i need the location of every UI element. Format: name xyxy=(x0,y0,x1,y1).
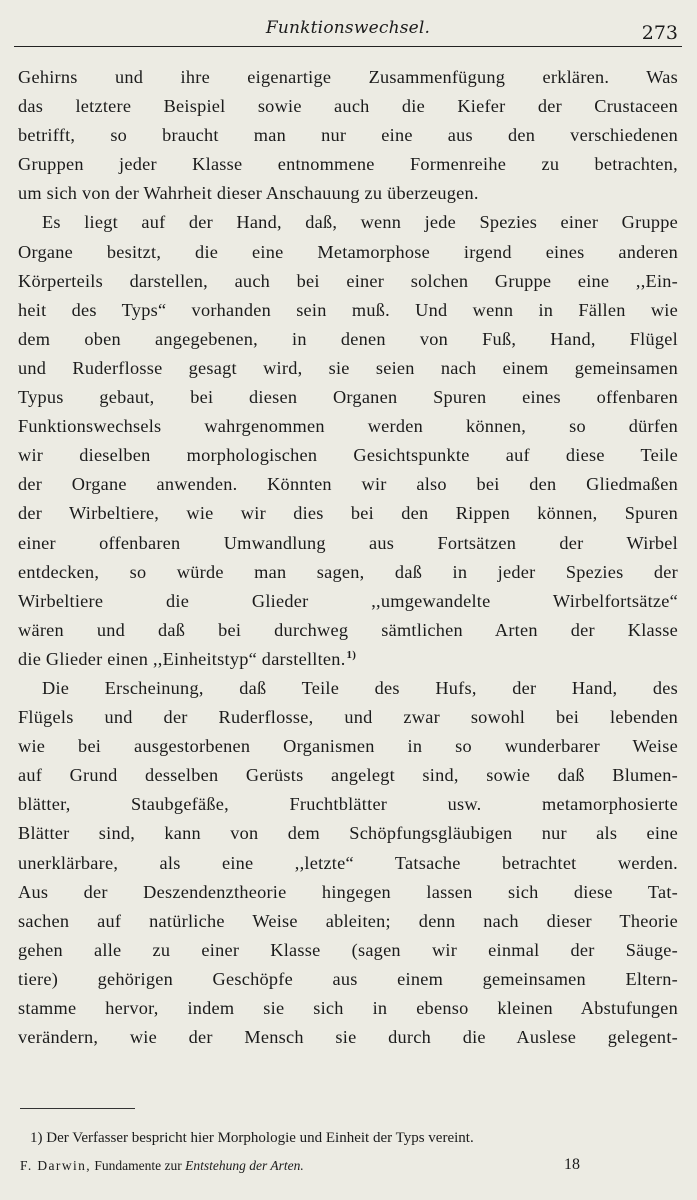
text-line: tiere) gehörigen Geschöpfe aus einem gemeinsamen Eltern- xyxy=(18,968,678,989)
page-header xyxy=(14,14,682,48)
text-line: der Wirbeltiere, wie wir dies bei den Rippen können, Spuren xyxy=(18,503,678,524)
text-line: stamme hervor, indem sie sich in ebenso kleinen Abstufungen xyxy=(18,998,678,1018)
text-line: Es liegt auf der Hand, daß, wenn jede Spezies einer Gruppe xyxy=(42,212,678,233)
text-line: Aus der Deszendenztheorie hingegen lassen sich diese Tat- xyxy=(18,881,678,902)
text-line: Körperteils darstellen, auch bei einer solchen Gruppe eine ,,Ein- xyxy=(18,270,678,291)
text-line: einer offenbaren Umwandlung aus Fortsätzen der Wirbel xyxy=(18,532,678,553)
running-title: Funktionswechsel. xyxy=(265,18,431,38)
page-number: 273 xyxy=(641,22,678,44)
signature-author: F. Darwin, xyxy=(20,1158,92,1173)
text-line: entdecken, so würde man sagen, daß in jeder Spezies der xyxy=(18,561,678,582)
footnote-reference: 1) xyxy=(346,648,357,661)
text-line: Gruppen jeder Klasse entnommene Formenreihe zu betrachten, xyxy=(18,154,678,175)
text-line: das letztere Beispiel sowie auch die Kiefer der Crustaceen xyxy=(18,96,678,117)
text-line: Organe besitzt, die eine Metamorphose irgend eines anderen xyxy=(18,241,678,262)
text-line: Flügels und der Ruderflosse, und zwar sowohl bei lebenden xyxy=(18,707,678,728)
text-line: wir dieselben morphologischen Gesichtspunkte auf diese Teile xyxy=(18,445,678,466)
text-line: unerklärbare, als eine ,,letzte“ Tatsache betrachtet werden. xyxy=(18,852,678,873)
text-line: betrifft, so braucht man nur eine aus den verschiedenen xyxy=(18,125,678,146)
signature-title: Fundamente zur xyxy=(94,1158,182,1173)
text-line: sachen auf natürliche Weise ableiten; denn nach dieser Theorie xyxy=(18,910,678,931)
text-line-content: die Glieder einen ,,Einheitstyp“ darstellten. xyxy=(18,648,346,669)
text-line: Funktionswechsels wahrgenommen werden können, so dürfen xyxy=(18,416,678,437)
header-rule xyxy=(14,46,682,47)
text-line: und Ruderflosse gesagt wird, sie seien nach einem gemeinsamen xyxy=(18,357,678,378)
text-line: Wirbeltiere die Glieder ,,umgewandelte Wirbelfortsätze“ xyxy=(18,590,678,611)
sheet-number: 18 xyxy=(564,1156,580,1173)
text-line: Die Erscheinung, daß Teile des Hufs, der Hand, des xyxy=(42,677,678,698)
text-line: wären und daß bei durchweg sämtlichen Arten der Klasse xyxy=(18,619,678,640)
text-line: auf Grund desselben Gerüsts angelegt sind, sowie daß Blumen- xyxy=(18,765,678,786)
text-line: blätter, Staubgefäße, Fruchtblätter usw. metamorphosierte xyxy=(18,794,678,815)
text-line: Blätter sind, kann von dem Schöpfungsgläubigen nur als eine xyxy=(18,823,678,844)
text-line: verändern, wie der Mensch sie durch die Auslese gelegent- xyxy=(18,1027,678,1048)
text-line: um sich von der Wahrheit dieser Anschauung zu überzeugen. xyxy=(18,183,479,204)
text-line: heit des Typs“ vorhanden sein muß. Und wenn in Fällen wie xyxy=(18,299,678,320)
text-line: gehen alle zu einer Klasse (sagen wir einmal der Säuge- xyxy=(18,939,678,960)
text-line: Typus gebaut, bei diesen Organen Spuren eines offenbaren xyxy=(18,387,678,408)
text-line: der Organe anwenden. Könnten wir also bei den Gliedmaßen xyxy=(18,474,678,495)
signature-title-italic: Entstehung der Arten. xyxy=(185,1158,304,1173)
text-line: wie bei ausgestorbenen Organismen in so wunderbarer Weise xyxy=(18,736,678,757)
body-text xyxy=(18,63,678,1052)
footnote: 1) Der Verfasser bespricht hier Morphologie und Einheit der Typs vereint. xyxy=(30,1130,474,1146)
text-line xyxy=(18,645,678,674)
text-line: dem oben angegebenen, in denen von Fuß, Hand, Flügel xyxy=(18,328,678,349)
text-line: Gehirns und ihre eigenartige Zusammenfügung erklären. Was xyxy=(18,67,678,87)
footnote-rule xyxy=(20,1108,135,1109)
signature-line xyxy=(20,1158,580,1174)
